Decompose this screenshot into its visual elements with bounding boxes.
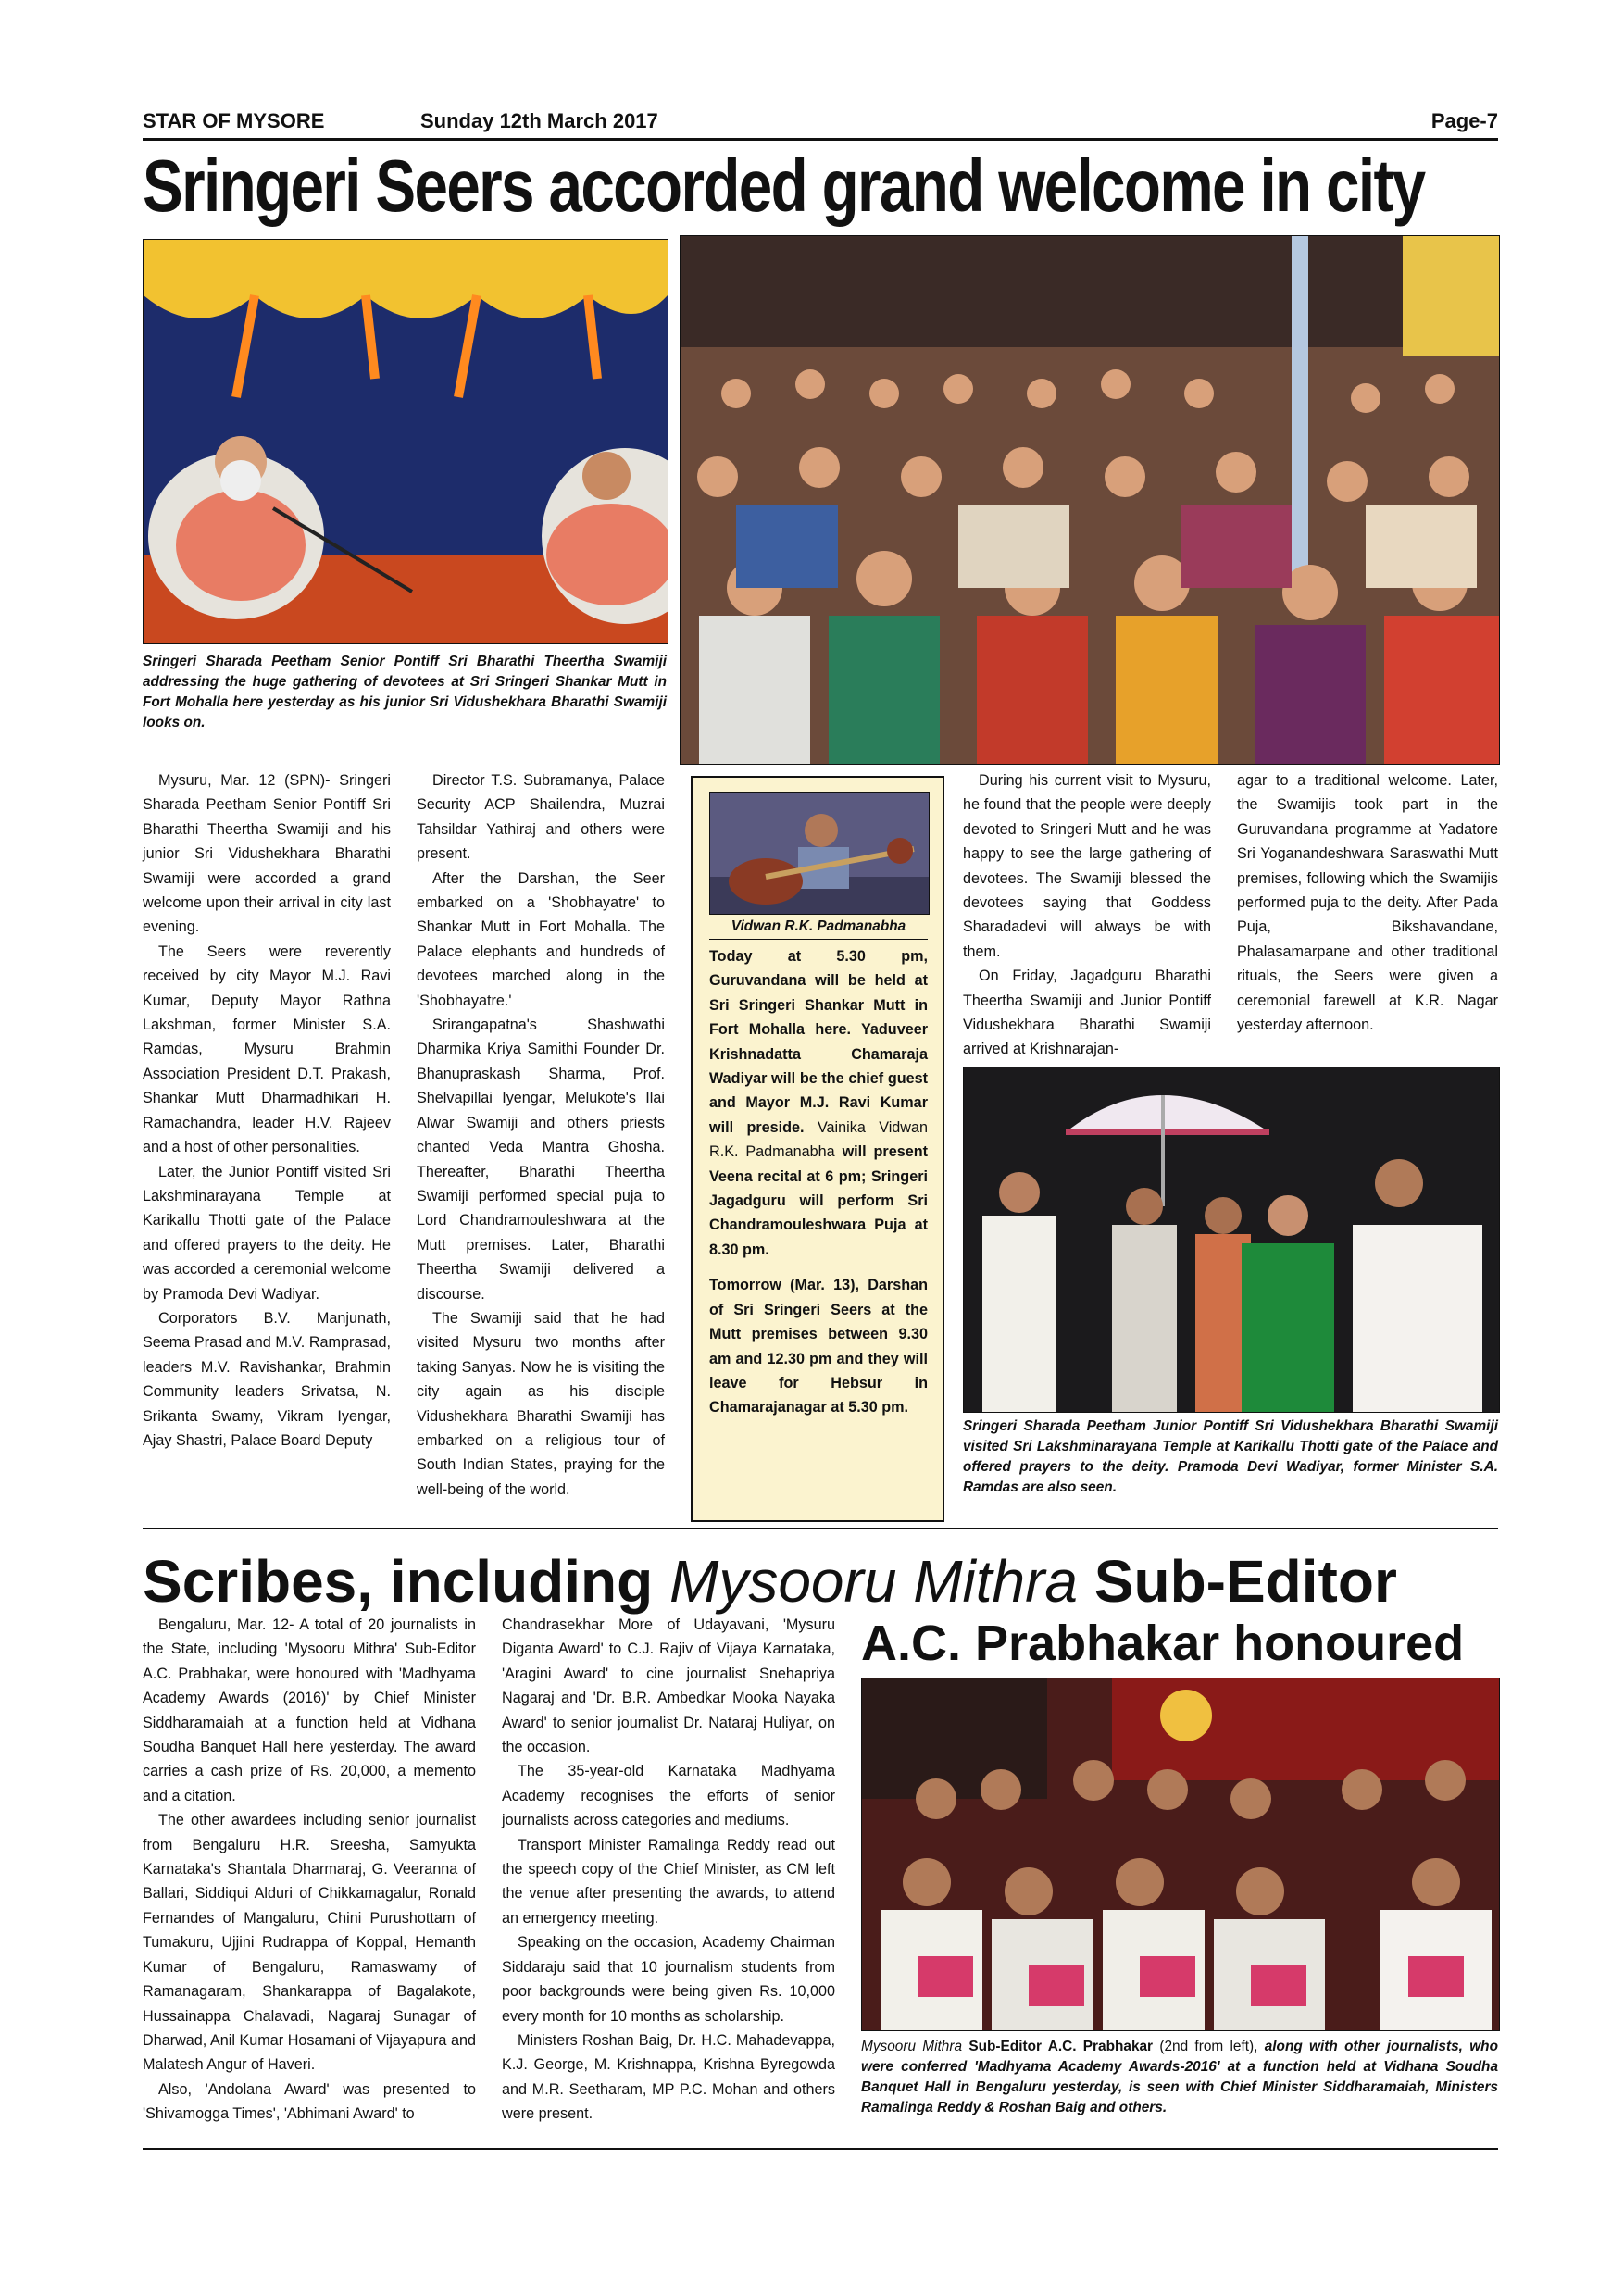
paragraph: Speaking on the occasion, Academy Chairman Siddaraju said that 10 journalism students from poor backgrounds were being given Rs. 10,000 every month for 10 months as scholarship. [502, 1934, 835, 2025]
paragraph: Transport Minister Ramalinga Reddy read out the speech copy of the Chief Minister, as CM left the venue after presenting the awards, to attend an emergency meeting. [502, 1836, 835, 1927]
headline-scribes [143, 1544, 1498, 1618]
paragraph: The Swamiji said that he had visited Mysuru two months after taking Sanyas. Now he is visiting the city again as his disciple Vidushekhara Bharathi Swamiji has embarked on a religious tour of South Indian States, praying for the well-being of the world. [417, 1309, 665, 1498]
program-tomorrow: Tomorrow (Mar. 13), Darshan of Sri Sringeri Seers at the Mutt premises between 9.30 am and 12.30 pm and they will leave for Hebsur in Chamarajanagar at 5.30 pm. [709, 1277, 928, 1416]
program-today-tail: will present Veena recital at 6 pm; Sringeri Jagadguru will perform Sri Chandramouleshwara Puja at 8.30 pm. [709, 1143, 928, 1258]
masthead-rule [143, 138, 1498, 141]
box-divider [709, 939, 928, 940]
program-today [709, 944, 928, 1262]
paragraph: agar to a traditional welcome. Later, the Swamijis took part in the Guruvandana programme at Yadatore Sri Yoganandeshwara Saraswathi Mutt premises, following which the Swamijis performed puja to the deity. After Pada Puja, Bikshavandane, Phalasamarpane and other traditional rituals, the Seers were given a ceremonial farewell at K.R. Nagar yesterday afternoon. [1237, 772, 1498, 1034]
headline-scribes-part-2: Sub-Editor [1093, 1548, 1397, 1615]
temple-visit-image [964, 1067, 1499, 1412]
paragraph: On Friday, Jagadguru Bharathi Theertha Swamiji and Junior Pontiff Vidushekhara Bharathi Swamiji arrived at Krishnarajan- [963, 967, 1211, 1058]
caption-editor-name: Sub-Editor A.C. Prabhakar [968, 2039, 1154, 2054]
crowd-image [681, 236, 1499, 764]
photo-awards-caption [861, 2037, 1498, 2118]
photo-awards [861, 1678, 1500, 2031]
page-number: Page-7 [1430, 109, 1498, 132]
program-text [709, 944, 928, 1431]
paragraph: The other awardees including senior journalist from Bengaluru H.R. Sreesha, Samyukta Karnataka's Shantala Dharmaraj, G. Veeranna of Ballari, Siddiqui Alduri of Chikkamagalur, Ronald Fernandes of Mangaluru, Chini Purushottam of Tumakuru, Ujjini Rudrappa of Koppal, Hemanth Kumar of Bengaluru, Ramaswamy of Ramanagaram, Shankarappa of Bagalakote, Hussainappa Chalavadi, Nagaraj Sunagar of Dharwad, Anil Kumar Hosamani of Vijayapura and Malatesh Angur of Haveri. [143, 1812, 476, 2074]
headline-scribes-line-2: A.C. Prabhakar honoured [861, 1616, 1465, 1671]
paragraph: Also, 'Andolana Award' was presented to 'Shivamogga Times', 'Abhimani Award' to [143, 2080, 476, 2123]
photo-seers-caption: Sringeri Sharada Peetham Senior Pontiff Sri Bharathi Theertha Swamiji addressing the huge gathering of devotees at Sri Sringeri Shankar Mutt in Fort Mohalla here yesterday as his junior Sri Vidushekhara Bharathi Swamiji looks on. [143, 654, 667, 730]
masthead [143, 107, 1498, 137]
vidwan-image [710, 793, 929, 914]
vidwan-caption: Vidwan R.K. Padmanabha [731, 918, 906, 934]
paragraph: Mysuru, Mar. 12 (SPN)- Sringeri Sharada Peetham Senior Pontiff Sri Bharathi Theertha Swamiji and his junior Sri Vidushekhara Bharathi Swamiji were accorded a grand welcome upon their arrival in city last evening. [143, 772, 391, 936]
bottom-rule [143, 2148, 1498, 2150]
paragraph: Srirangapatna's Shashwathi Dharmika Kriya Samithi Founder Dr. Bhanupraskash Sharma, Prof. Shelvapillai Iyengar, Melukote's Ilai Alwar Swamiji and others priests chanted Veda Mantra Ghosha. Thereafter, Bharathi Theertha Swamiji performed special puja to Lord Chandramouleshwara at the Mutt premises. Later, Bharathi Theertha Swamiji delivered a discourse. [417, 1017, 665, 1303]
section-rule [143, 1528, 1498, 1529]
paragraph: The 35-year-old Karnataka Madhyama Academy recognises the efforts of senior journalists across categories and mediums. [502, 1763, 835, 1829]
caption-position: (2nd from left), [1159, 2039, 1258, 2054]
story2-column-2 [502, 1613, 835, 2127]
story1-column-5 [1237, 768, 1498, 1037]
photo-vidwan [709, 792, 930, 915]
photo-seers-stage [143, 239, 668, 644]
headline-scribes-part-1: Scribes, including [143, 1548, 654, 1615]
paragraph: Director T.S. Subramanya, Palace Security ACP Shailendra, Muzrai Tahsildar Yathiraj and others were present. [417, 772, 665, 863]
paragraph: Later, the Junior Pontiff visited Sri Lakshminarayana Temple at Karikallu Thotti gate of the Palace and offered prayers to the deity. He was accorded a ceremonial welcome by Pramoda Devi Wadiyar. [143, 1163, 391, 1303]
paragraph: The Seers were reverently received by city Mayor M.J. Ravi Kumar, Deputy Mayor Rathna Lakshman, former Minister S.A. Ramdas, Mysuru Brahmin Association President D.T. Prakash, Shankar Mutt Dharmadhikari H. Ramachandra, leader H.V. Rajeev and a host of other personalities. [143, 942, 391, 1156]
headline-sringeri: Sringeri Seers accorded grand welcome in city [143, 144, 1425, 227]
paper-name: STAR OF MYSORE [143, 109, 325, 132]
program-today-lead: Today at 5.30 pm, Guruvandana will be held at Sri Sringeri Shankar Mutt in Fort Mohalla here. Yaduveer Krishnadatta Chamaraja Wadiyar will be the chief guest and Mayor M.J. Ravi Kumar will preside. [709, 948, 928, 1136]
story1-column-1 [143, 768, 391, 1453]
paragraph: Ministers Roshan Baig, Dr. H.C. Mahadevappa, K.J. George, M. Krishnappa, Krishna Byregowda and M.R. Seetharam, MP P.C. Mohan and others were present. [502, 2031, 835, 2123]
story1-column-2 [417, 768, 665, 1502]
caption-description: along with other journalists, who were conferred 'Madhyama Academy Awards-2016' at a function held at Vidhana Soudha Banquet Hall in Bengaluru yesterday, is seen with Chief Minister Siddharamaiah, Ministers Ramalinga Reddy & Roshan Baig and others. [861, 2039, 1498, 2115]
paragraph: During his current visit to Mysuru, he found that the people were deeply devoted to Sringeri Mutt and he was happy to see the large gathering of devotees. The Swamiji blessed the devotees saying that Goddess Sharadadevi will always be with them. [963, 772, 1211, 960]
story1-column-4 [963, 768, 1211, 1062]
program-vidwan-name: Vainika Vidwan R.K. Padmanabha [709, 1118, 929, 1161]
caption-paper-name: Mysooru Mithra [861, 2039, 963, 2054]
issue-date: Sunday 12th March 2017 [420, 109, 658, 132]
paragraph: Chandrasekhar More of Udayavani, 'Mysuru Diganta Award' to C.J. Rajiv of Vijaya Karnataka, 'Aragini Award' to cine journalist Snehapriya Nagaraj and 'Dr. B.R. Ambedkar Mooka Nayaka Award' to senior journalist Dr. Nataraj Huliyar, on the occasion. [502, 1616, 835, 1756]
photo-temple-visit [963, 1067, 1500, 1413]
photo-devotees-crowd [680, 235, 1500, 765]
story2-column-1 [143, 1613, 476, 2127]
headline-scribes-paper: Mysooru Mithra [669, 1548, 1078, 1615]
awards-image [862, 1678, 1499, 2030]
program-box [691, 776, 944, 1522]
seers-stage-image [144, 240, 668, 643]
paragraph: Bengaluru, Mar. 12- A total of 20 journalists in the State, including 'Mysooru Mithra' Sub-Editor A.C. Prabhakar, were honoured with 'Madhyama Academy Awards (2016)' by Chief Minister Siddharamaiah at a function held at Vidhana Soudha Banquet Hall here yesterday. The award carries a cash prize of Rs. 20,000, a memento and a citation. [143, 1616, 476, 1804]
paragraph: After the Darshan, the Seer embarked on a 'Shobhayatre' to Shankar Mutt in Fort Mohalla. The Palace elephants and hundreds of devotees marched along in the 'Shobhayatre.' [417, 869, 665, 1009]
photo-temple-caption: Sringeri Sharada Peetham Junior Pontiff Sri Vidushekhara Bharathi Swamiji visited Sri Lakshminarayana Temple at Karikallu Thotti gate of the Palace and offered prayers to the deity. Pramoda Devi Wadiyar, former Minister S.A. Ramdas are also seen. [963, 1418, 1498, 1495]
paragraph: Corporators B.V. Manjunath, Seema Prasad and M.V. Ramprasad, leaders M.V. Ravishankar, Brahmin Community leaders Srivatsa, N. Srikanta Swamy, Vikram Iyengar, Ajay Shastri, Palace Board Deputy [143, 1309, 391, 1449]
